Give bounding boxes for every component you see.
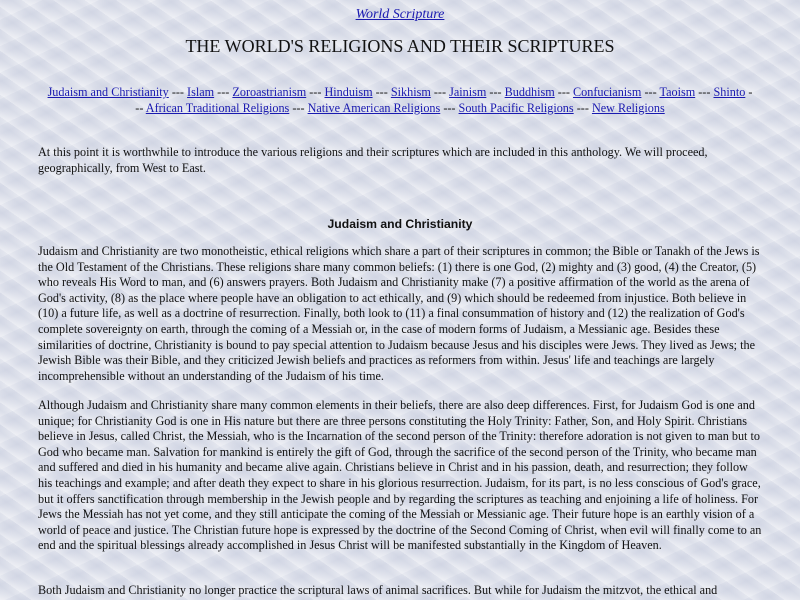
nav-separator: --- — [217, 85, 230, 99]
nav-link-confucianism[interactable]: Confucianism — [573, 85, 642, 99]
nav-separator: --- — [292, 100, 305, 115]
nav-separator: --- — [443, 100, 456, 115]
nav-separator: --- — [698, 85, 711, 99]
religion-nav — [28, 85, 772, 116]
nav-link-native-american-religions[interactable]: Native American Religions — [307, 100, 441, 115]
nav-separator: --- — [433, 85, 447, 99]
nav-link-shinto[interactable]: Shinto — [713, 85, 746, 99]
section-paragraph: Judaism and Christianity are two monotheistic, ethical religions which share a part of their scriptures in common; the Bible or Tanakh of the Jews is the Old Testament of the Christians. These religions share many common beliefs: (1) there is one God, (2) mighty and (3) good, (4) the Creator, (5) who reveals His Word to man, and (6) answers prayers. Both Judaism and Christianity make (7) a positive affirmation of the world as the arena of God's activity, (8) as the place where people have an obligation to act ethically, and (9) which should be redeemed from injustice. Both believe in (10) a future life, as well as a doctrine of resurrection. Finally, both look to (11) a final consummation of history and (12) the realization of God's complete sovereignty on earth, through the coming of a Messiah or, in the case of modern forms of Judaism, a Messianic age. Besides these similarities of doctrine, Christianity is bound to pay special attention to Judaism because Jesus and his disciples were Jews. They lived as Jews; the Jewish Bible was their Bible, and they criticized Jewish beliefs and practices as reformers from within. Jesus' life and teachings are largely incomprehensible without an understanding of the Judaism of his time. — [38, 244, 760, 383]
nav-separator: --- — [375, 85, 388, 99]
nav-separator: - — [748, 85, 753, 99]
section-heading: Judaism and Christianity — [327, 217, 473, 231]
nav-link-sikhism[interactable]: Sikhism — [390, 85, 431, 99]
nav-link-jainism[interactable]: Jainism — [449, 85, 487, 99]
nav-separator: --- — [171, 85, 184, 99]
nav-link-judaism-christianity[interactable]: Judaism and Christianity — [47, 85, 169, 99]
nav-separator: --- — [309, 85, 322, 99]
nav-link-south-pacific-religions[interactable]: South Pacific Religions — [458, 100, 574, 115]
nav-link-taoism[interactable]: Taoism — [659, 85, 696, 99]
world-scripture-link[interactable]: World Scripture — [355, 7, 445, 22]
nav-separator: --- — [489, 85, 502, 99]
nav-separator: --- — [644, 85, 657, 99]
nav-link-zoroastrianism[interactable]: Zoroastrianism — [232, 85, 307, 99]
nav-separator: -- — [135, 100, 144, 115]
page-title: THE WORLD'S RELIGIONS AND THEIR SCRIPTURES — [185, 36, 615, 56]
nav-link-islam[interactable]: Islam — [187, 85, 215, 99]
nav-link-hinduism[interactable]: Hinduism — [324, 85, 373, 99]
nav-link-african-traditional-religions[interactable]: African Traditional Religions — [145, 100, 290, 115]
section-paragraph: Both Judaism and Christianity no longer practice the scriptural laws of animal sacrifices. But while for Judaism the mitzvot, the ethical and — [38, 583, 718, 597]
intro-paragraph: At this point it is worthwhile to introduce the various religions and their scriptures which are included in this anthology. We will proceed, geographically, from West to East. — [38, 145, 708, 175]
section-paragraph: Although Judaism and Christianity share many common elements in their beliefs, there are also deep differences. First, for Judaism God is one and unique; for Christianity God is one in His nature but there are three persons constituting the Holy Trinity: Father, Son, and Holy Spirit. Christians believe in Jesus, called Christ, the Messiah, who is the Incarnation of the second person of the Trinity: therefore adoration is not given to man but to God who became man. Salvation for mankind is entirely the gift of God, through the sacrifice of the second person of the Trinity, who became man and suffered and died in his humanity and became alive again. Christians believe in Christ and in his passion, death, and resurrection; they follow his teachings and example; and after death they expect to share in his glorious resurrection. Judaism, for its part, is no less conscious of God's grace, but it offers sanctification through membership in the Jewish people and by regarding the scriptures as teaching and enjoining a life of holiness. For Jews the Messiah has not yet come, and they still anticipate the coming of the Messiah or Messianic age. Their future hope is an earthly vision of a world of peace and justice. The Christian future hope is expressed by the doctrine of the Second Coming of Christ, when evil will finally come to an end and the spiritual blessings already accomplished in Jesus Christ will be manifested substantially in the Kingdom of Heaven. — [38, 398, 762, 553]
nav-separator: --- — [576, 100, 589, 115]
top-link-container — [0, 6, 800, 24]
nav-separator: --- — [557, 85, 570, 99]
nav-link-new-religions[interactable]: New Religions — [591, 100, 665, 115]
nav-link-buddhism[interactable]: Buddhism — [504, 85, 555, 99]
